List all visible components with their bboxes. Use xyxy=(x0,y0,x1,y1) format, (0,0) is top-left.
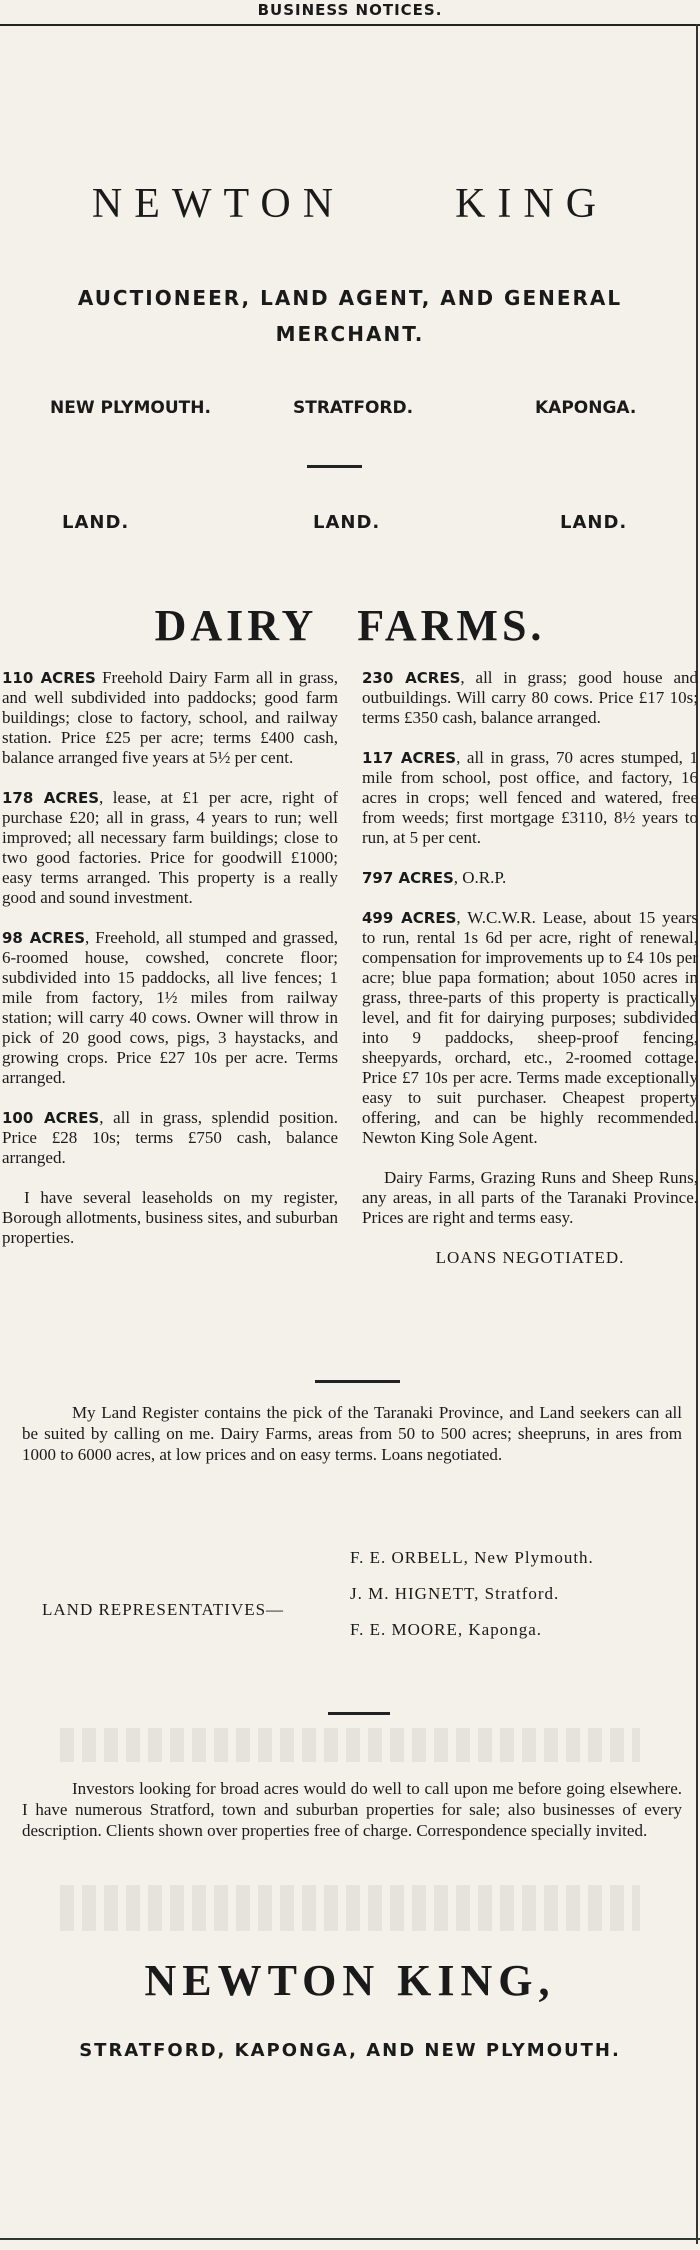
bottom-border xyxy=(0,2238,700,2240)
left-listings-column xyxy=(2,668,338,1268)
listing-item: 98 ACRES, Freehold, all stumped and grassed, 6-roomed house, cowshed, concrete floor; subdivided into 15 paddocks, all live fences; 1 mile from factory, 1½ miles from railway station; will carry 40 cows. Owner will throw in pick of 20 good cows, pigs, 3 haystacks, and growing crops. Price £27 10s per acre. Terms arranged. xyxy=(2,928,338,1087)
trade-description xyxy=(0,280,700,352)
divider-rule xyxy=(307,465,362,468)
land-representatives xyxy=(0,1548,700,1648)
land-label-right: LAND. xyxy=(560,512,628,533)
representatives-label: LAND REPRESENTATIVES— xyxy=(42,1600,285,1619)
listing-item: 797 ACRES, O.R.P. xyxy=(362,868,507,887)
footer-towns: STRATFORD, KAPONGA, AND NEW PLYMOUTH. xyxy=(79,2040,621,2061)
representative-name: J. M. HIGNETT, Stratford. xyxy=(350,1584,560,1603)
right-listings-column xyxy=(362,668,698,1268)
trade-line-1: AUCTIONEER, LAND AGENT, AND GENERAL xyxy=(77,286,623,310)
representative-name: F. E. MOORE, Kaponga. xyxy=(350,1620,542,1639)
loans-negotiated: LOANS NEGOTIATED. xyxy=(435,1248,625,1267)
listing-note: I have several leaseholds on my register, Borough allotments, business sites, and suburban properties. xyxy=(2,1188,338,1247)
land-label-left: LAND. xyxy=(62,512,130,533)
trade-line-2: MERCHANT. xyxy=(275,322,425,346)
section-title: BUSINESS NOTICES. xyxy=(257,1,443,19)
headline-word-1: DAIRY xyxy=(154,601,318,650)
listing-note: Dairy Farms, Grazing Runs and Sheep Runs, any areas, in all parts of the Taranaki Province. Prices are right and terms easy. xyxy=(362,1168,698,1227)
listing-item: 178 ACRES, lease, at £1 per acre, right of purchase £20; all in grass, 4 years to run; well improved; all necessary farm buildings; close to two good factories. Price for goodwill £1000; easy terms arranged. This property is a really good and sound investment. xyxy=(2,788,338,907)
divider-rule xyxy=(328,1712,390,1715)
land-register-paragraph: My Land Register contains the pick of the Taranaki Province, and Land seekers can all be suited by calling on me. Dairy Farms, areas from 50 to 500 acres; sheepruns, in ares from 1000 to 6000 acres, at low prices and on easy terms. Loans negotiated. xyxy=(22,1403,682,1464)
town-kaponga: KAPONGA. xyxy=(535,398,637,418)
listing-item: 230 ACRES, all in grass; good house and outbuildings. Will carry 80 cows. Price £17 10s; terms £350 cash, balance arranged. xyxy=(362,668,698,727)
section-header xyxy=(0,0,700,26)
bleed-through-smudge xyxy=(60,1728,640,1762)
representative-name: F. E. ORBELL, New Plymouth. xyxy=(350,1548,594,1567)
listing-item: 499 ACRES, W.C.W.R. Lease, about 15 years to run, rental 1s 6d per acre, right of renewal, compensation for improvements up to £4 10s per acre; blue papa formation; about 1050 acres in grass, three-parts of this property is practically level, and fit for dairying purposes; subdivided into 9 paddocks, sheep-proof fencing, sheepyards, orchard, etc., 2-roomed cottage. Price £7 10s per acre. Terms made exceptionally easy to suit purchaser. Cheapest property offering, and can be highly recommended. Newton King Sole Agent. xyxy=(362,908,698,1147)
land-label-center: LAND. xyxy=(313,512,381,533)
town-new-plymouth: NEW PLYMOUTH. xyxy=(50,398,211,418)
footer-firm-name: NEWTON KING, xyxy=(144,1956,556,2005)
town-stratford: STRATFORD. xyxy=(293,398,414,418)
headline-word-2: FARMS. xyxy=(357,601,546,650)
listing-item: 117 ACRES, all in grass, 70 acres stumped, 1 mile from school, post office, and factory, 16 acres in crops; well fenced and watered, free from weeds; first mortgage £3110, 8½ years to run, at 5 per cent. xyxy=(362,748,698,847)
listing-item: 110 ACRES Freehold Dairy Farm all in grass, and well subdivided into paddocks; good farm buildings; close to factory, school, and railway station. Price £25 per acre; terms £400 cash, balance arranged five years at 5½ per cent. xyxy=(2,668,338,767)
investors-paragraph: Investors looking for broad acres would do well to call upon me before going elsewhere. I have numerous Stratford, town and suburban properties for sale; also businesses of every description. Clients shown over properties free of charge. Correspondence specially invited. xyxy=(22,1779,682,1840)
bleed-through-smudge xyxy=(60,1885,640,1931)
dairy-farms-headline xyxy=(0,600,700,651)
firm-name-first: NEWTON xyxy=(91,181,346,227)
listing-item: 100 ACRES, all in grass, splendid position. Price £28 10s; terms £750 cash, balance arranged. xyxy=(2,1108,338,1167)
divider-rule xyxy=(315,1380,400,1383)
firm-name-last: KING xyxy=(455,181,609,227)
firm-name-heading xyxy=(0,180,700,228)
